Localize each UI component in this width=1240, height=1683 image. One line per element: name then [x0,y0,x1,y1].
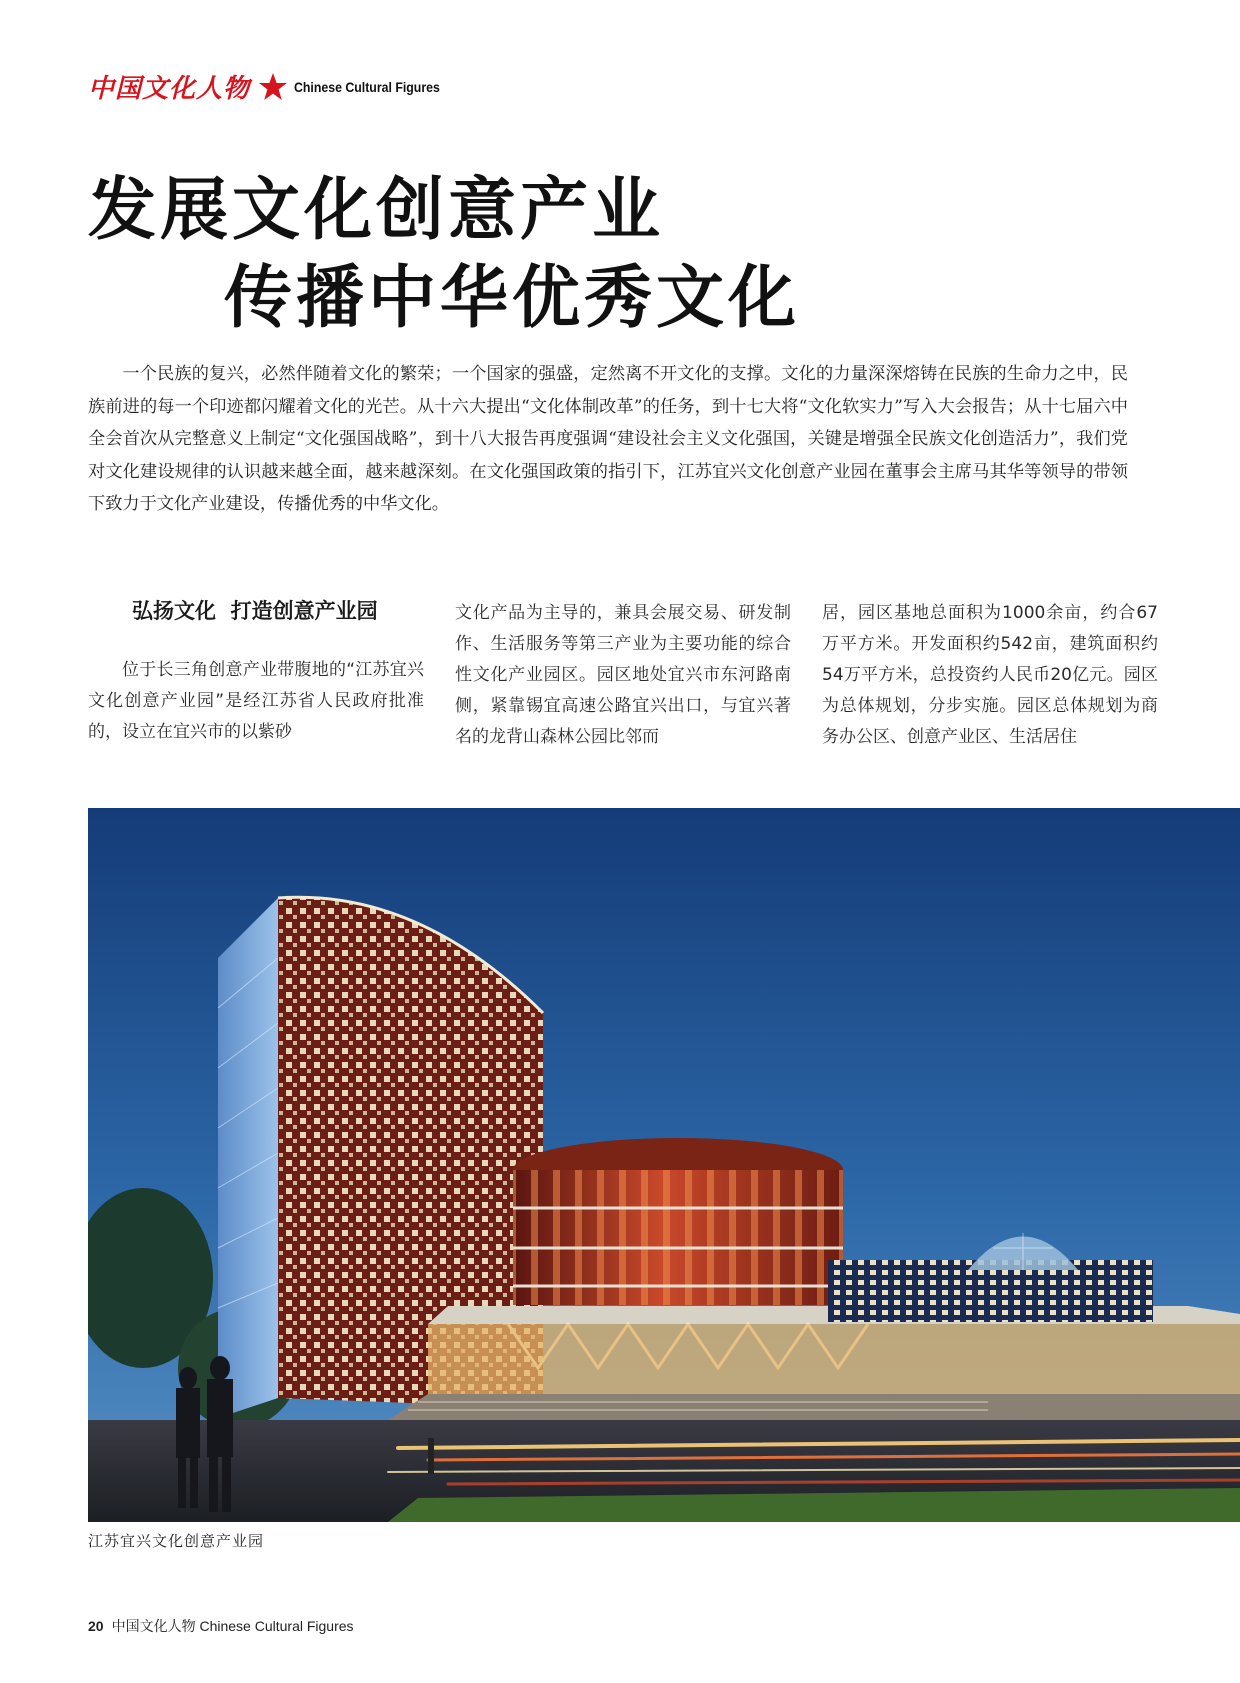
red-star-icon [258,72,288,102]
park-night-photo [88,808,1240,1522]
magazine-logo-en: Chinese Cultural Figures [294,78,440,95]
text-column-2 [455,598,791,753]
article-title-line-1: 发展文化创意产业 [88,170,665,250]
column-1-text: 位于长三角创意产业带腹地的“江苏宜兴文化创意产业园”是经江苏省人民政府批准的，设立在宜兴市的以紫砂 [88,660,424,742]
text-column-3 [822,598,1158,753]
column-3-text: 居，园区基地总面积为1000余亩，约合67万平方米。开发面积约542亩，建筑面积约54万平方米，总投资约人民币20亿元。园区为总体规划，分步实施。园区总体规划为商务办公区、创意产业区、生活居住 [822,603,1158,747]
page-number: 20 [88,1618,104,1634]
magazine-logo-cn: 中国文化人物 [88,74,251,104]
photo-caption: 江苏宜兴文化创意产业园 [88,1532,265,1550]
masthead [88,68,460,105]
article-title-line-2: 传播中华优秀文化 [224,258,801,338]
text-column-1 [88,598,424,748]
footer-magazine-name: 中国文化人物 Chinese Cultural Figures [111,1618,354,1634]
intro-paragraph: 一个民族的复兴，必然伴随着文化的繁荣；一个国家的强盛，定然离不开文化的支撑。文化的力量深深熔铸在民族的生命力之中，民族前进的每一个印迹都闪耀着文化的光芒。从十六大提出“文化体制改革”的任务，到十七大将“文化软实力”写入大会报告；从十七届六中全会首次从完整意义上制定“文化强国战略”，到十八大报告再度强调“建设社会主义文化强国，关键是增强全民族文化创造活力”，我们党对文化建设规律的认识越来越全面，越来越深刻。在文化强国政策的指引下，江苏宜兴文化创意产业园在董事会主席马其华等领导的带领下致力于文化产业建设，传播优秀的中华文化。 [88,364,1128,514]
page-footer [88,1616,354,1636]
section-subhead: 弘扬文化 打造创意产业园 [132,599,378,623]
column-2-text: 文化产品为主导的，兼具会展交易、研发制作、生活服务等第三产业为主要功能的综合性文化产业园区。园区地处宜兴市东河路南侧，紧靠锡宜高速公路宜兴出口，与宜兴著名的龙背山森林公园比邻而 [455,603,791,747]
